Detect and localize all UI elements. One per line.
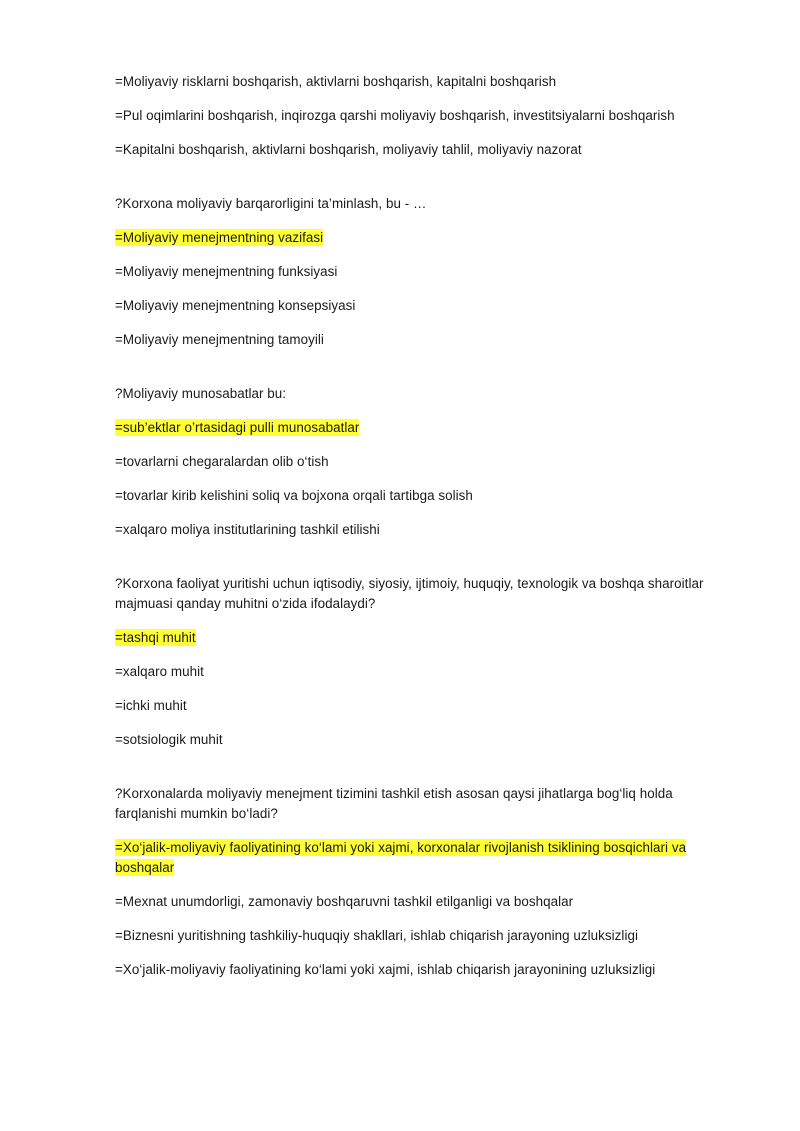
question-text: ?Korxona moliyaviy barqarorligini ta’minlash, bu - … [115, 196, 427, 211]
document-body [115, 72, 725, 994]
answer-option: =xalqaro muhit [115, 664, 204, 679]
question-text: ?Moliyaviy munosabatlar bu: [115, 386, 287, 401]
answer-option: =Pul oqimlarini boshqarish, inqirozga qarshi moliyaviy boshqarish, investitsiyalarni boshqarish [115, 108, 675, 123]
answer-option: =ichki muhit [115, 698, 187, 713]
question-block-1 [115, 194, 725, 350]
correct-answer-option [115, 418, 725, 438]
question-block-2 [115, 384, 725, 540]
correct-answer-option [115, 228, 725, 248]
question-block-4 [115, 784, 725, 980]
answer-option: =Moliyaviy menejmentning funksiyasi [115, 264, 338, 279]
answer-option: =Mexnat unumdorligi, zamonaviy boshqaruvni tashkil etilganligi va boshqalar [115, 894, 574, 909]
correct-answer-option [115, 838, 725, 878]
highlighted-answer: =tashqi muhit [115, 630, 196, 645]
answer-option: =sotsiologik muhit [115, 732, 223, 747]
highlighted-answer: =sub’ektlar o’rtasidagi pulli munosabatlar [115, 420, 360, 435]
question-text: ?Korxona faoliyat yuritishi uchun iqtisodiy, siyosiy, ijtimoiy, huquqiy, texnologik va boshqa sharoitlar majmuasi qanday muhitni o‘zida ifodalaydi? [115, 576, 704, 611]
answer-option: =Xo‘jalik-moliyaviy faoliyatining ko‘lami yoki xajmi, ishlab chiqarish jarayonining uzluksizligi [115, 962, 656, 977]
answer-option: =Moliyaviy menejmentning tamoyili [115, 332, 324, 347]
answer-option: =xalqaro moliya institutlarining tashkil etilishi [115, 522, 380, 537]
highlighted-answer: =Moliyaviy menejmentning vazifasi [115, 230, 324, 245]
answer-option: =Biznesni yuritishning tashkiliy-huquqiy shakllari, ishlab chiqarish jarayoning uzluksizligi [115, 928, 638, 943]
answer-option: =Kapitalni boshqarish, aktivlarni boshqarish, moliyaviy tahlil, moliyaviy nazorat [115, 142, 582, 157]
question-text: ?Korxonalarda moliyaviy menejment tizimini tashkil etish asosan qaysi jihatlarga bog‘liq holda farqlanishi mumkin bo‘ladi? [115, 786, 673, 821]
answer-option: =tovarlarni chegaralardan olib o‘tish [115, 454, 329, 469]
answer-option: =tovarlar kirib kelishini soliq va bojxona orqali tartibga solish [115, 488, 473, 503]
answer-option: =Moliyaviy risklarni boshqarish, aktivlarni boshqarish, kapitalni boshqarish [115, 74, 557, 89]
question-block-3 [115, 574, 725, 750]
correct-answer-option [115, 628, 725, 648]
answer-option: =Moliyaviy menejmentning konsepsiyasi [115, 298, 356, 313]
highlighted-answer: =Xo‘jalik-moliyaviy faoliyatining ko‘lami yoki xajmi, korxonalar rivojlanish tsiklining bosqichlari va boshqalar [115, 840, 687, 875]
answer-block-0 [115, 72, 725, 160]
